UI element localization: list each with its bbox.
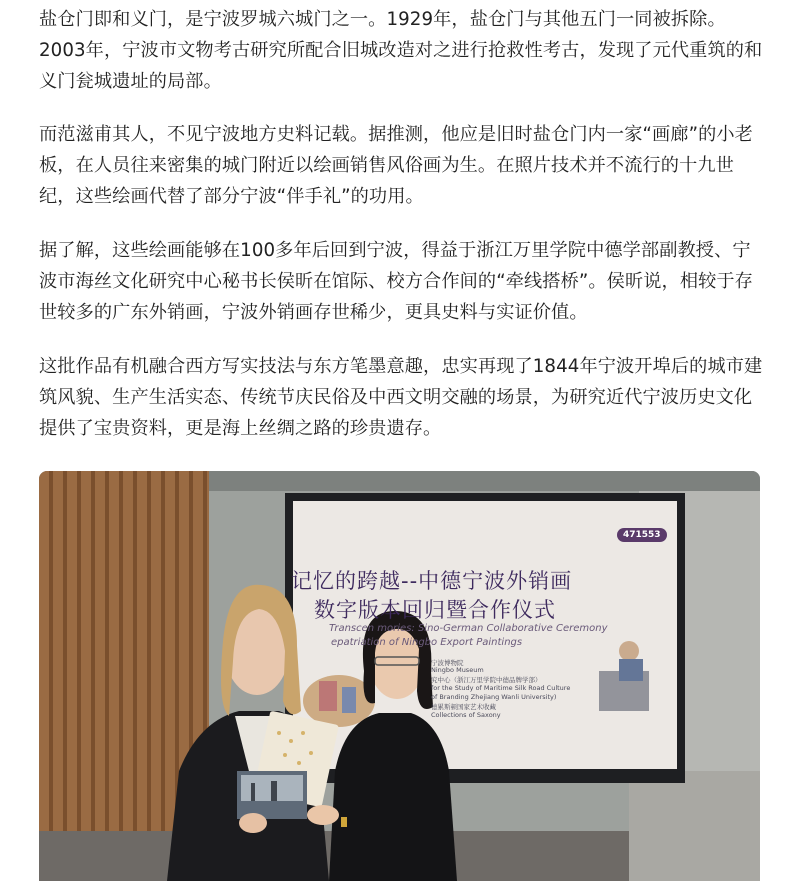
screen-badge: 471553 (617, 528, 667, 542)
ceremony-photo (39, 471, 760, 881)
paragraph-3: 据了解，这些绘画能够在100多年后回到宁波，得益于浙江万里学院中德学部副教授、宁波市海丝文化研究中心秘书长侯昕在馆际、校方合作间的“牵线搭桥”。侯昕说，相较于存世较多的广东外销画，宁波外销画存世稀少，更具史料与实证价值。 (39, 240, 753, 323)
paragraph-4: 这批作品有机融合西方写实技法与东方笔墨意趣，忠实再现了1844年宁波开埠后的城市建筑风貌、生产生活实态、传统节庆民俗及中西文明交融的场景，为研究近代宁波历史文化提供了宝贵资料，更是海上丝绸之路的珍贵遗存。 (39, 356, 763, 439)
screen-org-line: for the Study of Maritime Silk Road Culture (431, 684, 571, 692)
screen-org-line: Collections of Saxony (431, 711, 501, 719)
screen-org-line: Ningbo Museum (431, 666, 484, 674)
screen-title-en-line1: Transcen mories: Sino-German Collaborative Ceremony (329, 623, 608, 634)
screen-title-cn-line2: 数字版本回归暨合作仪式 (314, 598, 556, 622)
screen-org-line: 德累斯顿国家艺术收藏 (431, 703, 496, 711)
screen-title-en-line2: epatriation of Ningbo Export Paintings (331, 637, 523, 648)
screen-title-cn-line1: 记忆的跨越--中德宁波外销画 (291, 569, 573, 593)
screen-org-line: of Branding Zhejiang Wanli University) (431, 693, 557, 701)
screen-org-line: 宁波博物院 (431, 659, 464, 667)
paragraph-2: 而范滋甫其人，不见宁波地方史料记载。据推测，他应是旧时盐仓门内一家“画廊”的小老板，在人员往来密集的城门附近以绘画销售风俗画为生。在照片技术并不流行的十九世纪，这些绘画代替了部分宁波“伴手礼”的功用。 (39, 124, 753, 207)
screen-org-line: 究中心（浙江万里学院中德品牌学部） (431, 676, 542, 684)
paragraph-1: 盐仓门即和义门，是宁波罗城六城门之一。1929年，盐仓门与其他五门一同被拆除。2003年，宁波市文物考古研究所配合旧城改造对之进行抢救性考古，发现了元代重筑的和义门瓮城遗址的局部。 (39, 9, 763, 92)
